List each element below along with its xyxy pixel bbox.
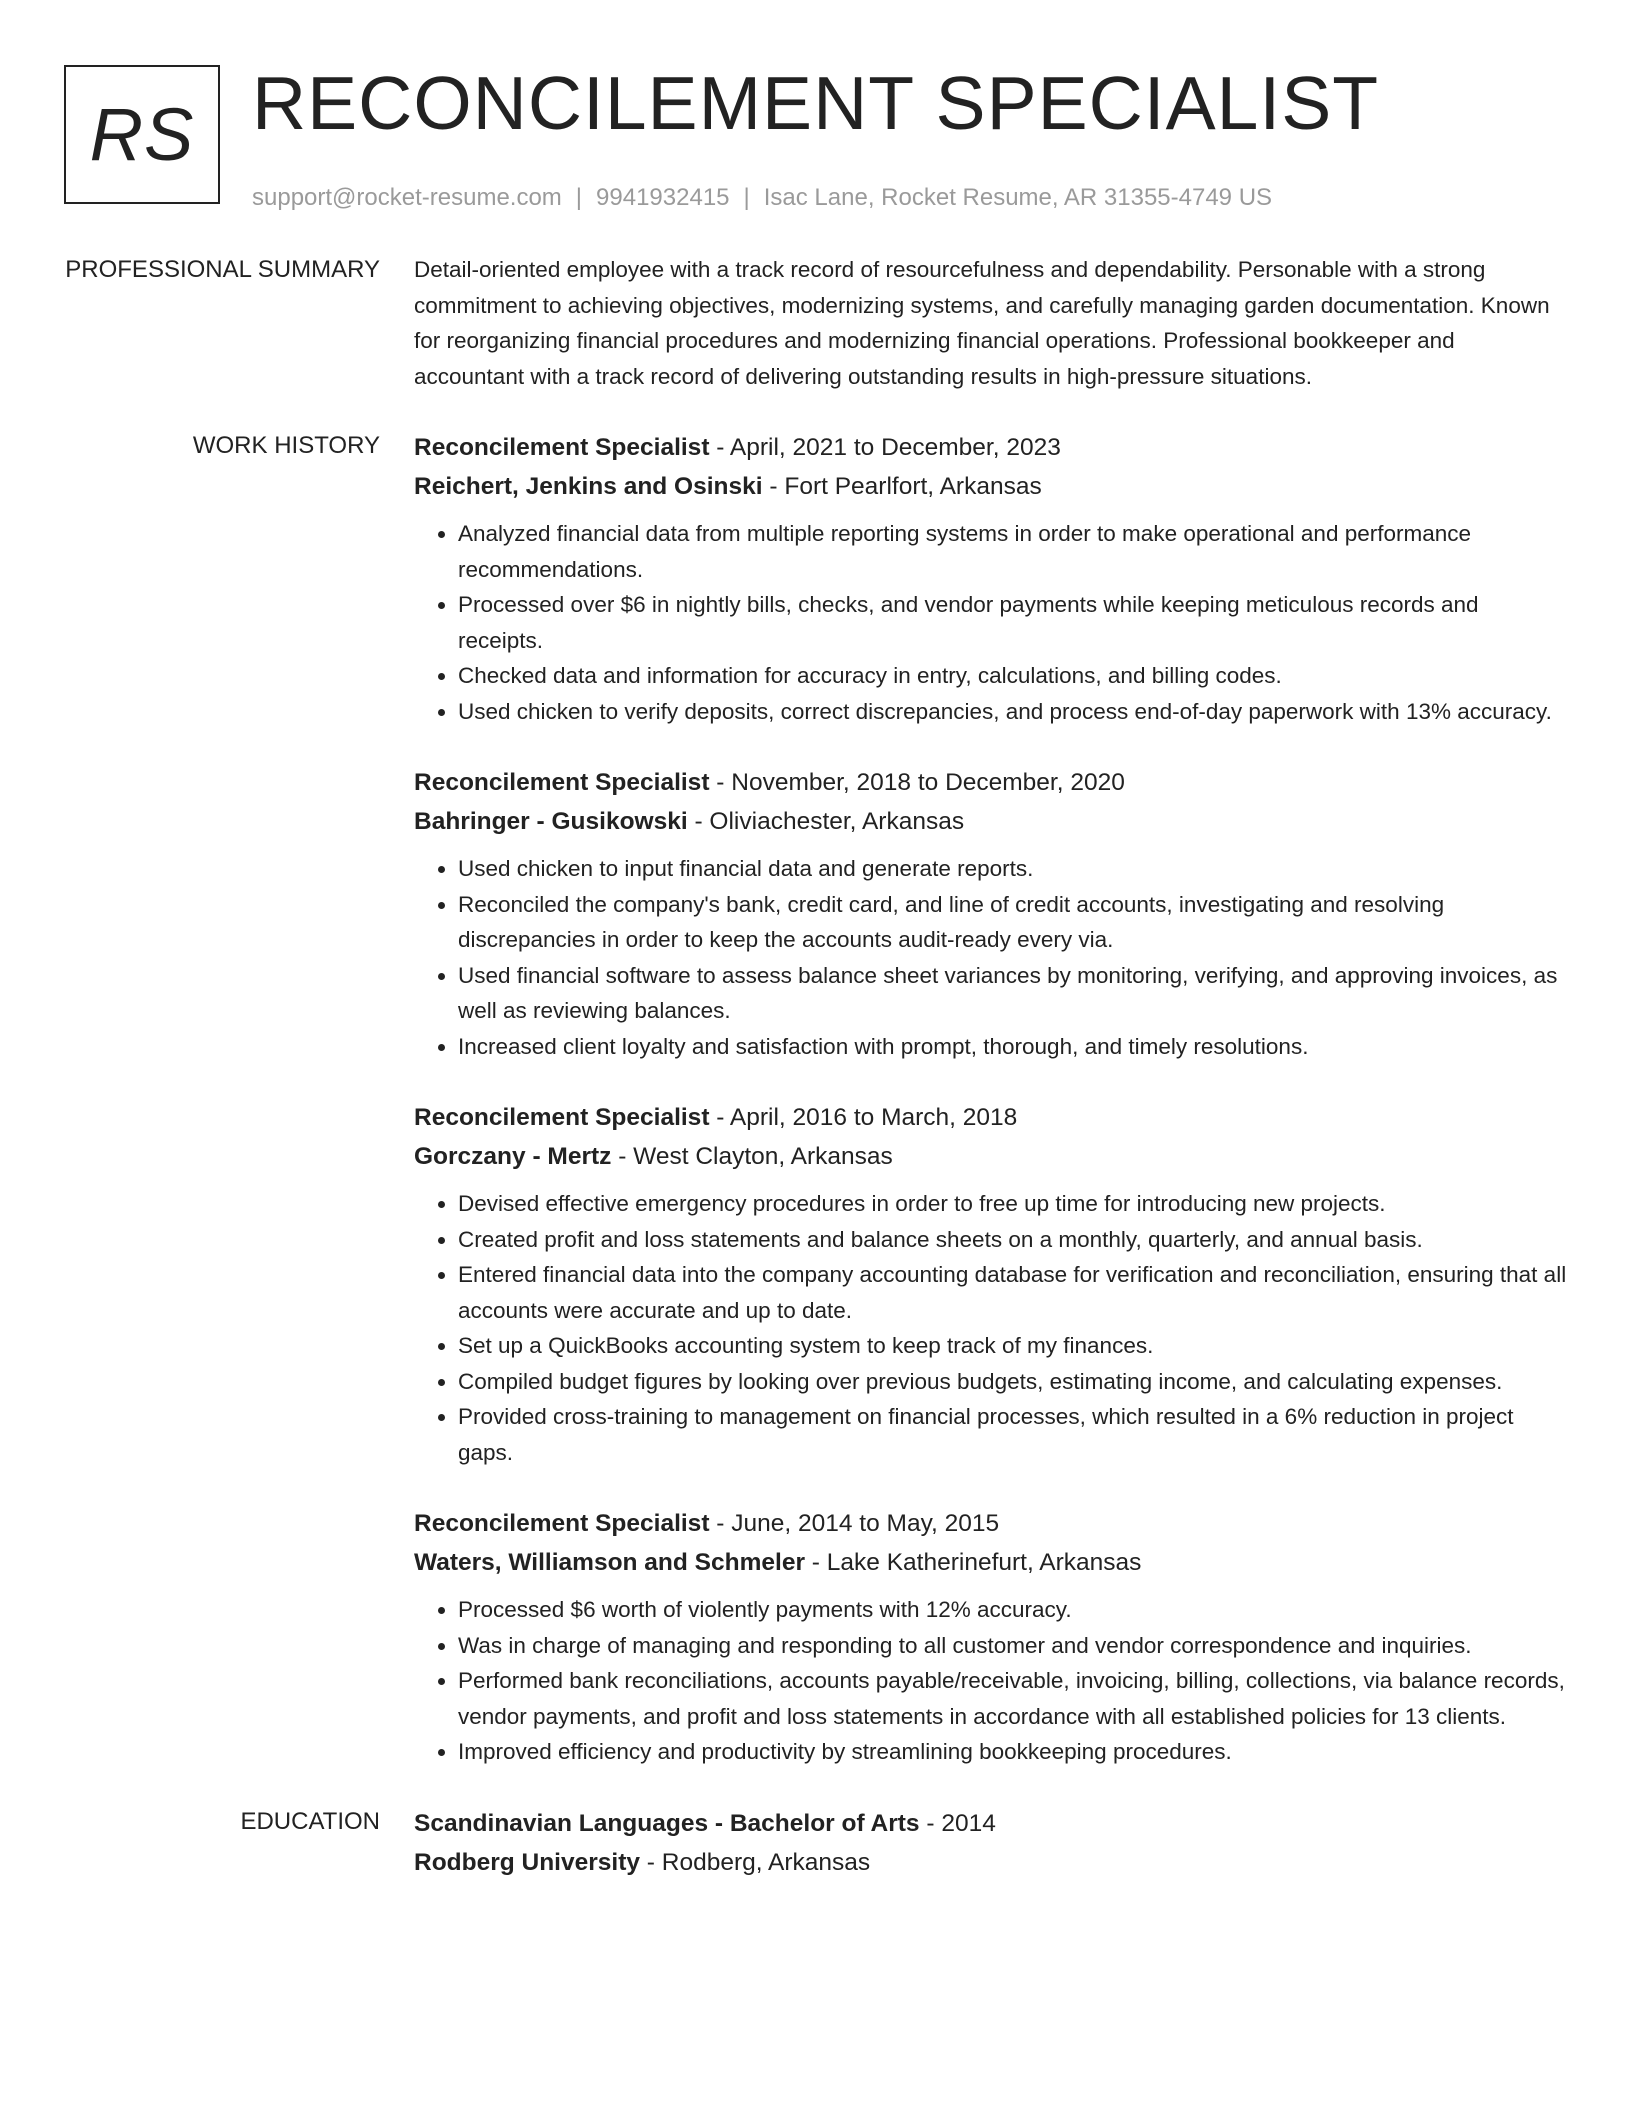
job-company: Bahringer - Gusikowski (414, 808, 688, 835)
list-item: • Set up a QuickBooks accounting system to keep track of my finances. (458, 1328, 1568, 1364)
list-item: • Entered financial data into the company accounting database for verification and reconciliation, ensuring that all accounts were accurate and up to date. (458, 1257, 1568, 1328)
list-item: • Reconciled the company's bank, credit card, and line of credit accounts, investigating and resolving discrepancies in order to keep the accounts audit-ready every via. (458, 887, 1568, 958)
list-item: • Increased client loyalty and satisfaction with prompt, thorough, and timely resolutions. (458, 1029, 1568, 1065)
contact-line (252, 184, 1379, 212)
work-history-list (414, 428, 1568, 1770)
job-dates: - April, 2016 to March, 2018 (709, 1104, 1018, 1131)
job-location: - West Clayton, Arkansas (611, 1143, 893, 1170)
list-item: • Analyzed financial data from multiple reporting systems in order to make operational and performance recommendations. (458, 516, 1568, 587)
job-entry (414, 1098, 1568, 1470)
section-label: PROFESSIONAL SUMMARY (65, 256, 380, 283)
education-school: Rodberg University (414, 1848, 640, 1876)
section-label: WORK HISTORY (192, 432, 380, 459)
list-item: • Processed $6 worth of violently payments with 12% accuracy. (458, 1592, 1568, 1628)
job-location: - Oliviachester, Arkansas (687, 808, 965, 835)
job-title: Reconcilement Specialist (414, 1104, 710, 1131)
job-location: - Lake Katherinefurt, Arkansas (804, 1549, 1142, 1576)
list-item: • Used chicken to verify deposits, correct discrepancies, and process end-of-day paperwork with 13% accuracy. (458, 694, 1568, 730)
summary-text: Detail-oriented employee with a track record of resourcefulness and dependability. Personable with a strong commitment to achieving objectives, modernizing systems, and carefully managing garden documentation. Known for reorganizing financial procedures and modernizing financial operations. Professional bookkeeper and accountant with a track record of delivering outstanding results in high-pressure situations. (414, 257, 1550, 389)
list-item: • Processed over $6 in nightly bills, checks, and vendor payments while keeping meticulous records and receipts. (458, 587, 1568, 658)
contact-separator: | (575, 184, 583, 211)
list-item: • Used financial software to assess balance sheet variances by monitoring, verifying, and approving invoices, as well as reviewing balances. (458, 958, 1568, 1029)
job-title: Reconcilement Specialist (414, 434, 710, 461)
contact-phone: 9941932415 (596, 184, 730, 211)
job-entry (414, 1504, 1568, 1770)
list-item: • Performed bank reconciliations, accounts payable/receivable, invoicing, billing, collections, via balance records, vendor payments, and profit and loss statements in accordance with all established policies for 13 clients. (458, 1663, 1568, 1734)
list-item: • Devised effective emergency procedures in order to free up time for introducing new projects. (458, 1186, 1568, 1222)
job-entry (414, 763, 1568, 1064)
contact-address: Isac Lane, Rocket Resume, AR 31355-4749 US (763, 184, 1273, 211)
education-degree: Scandinavian Languages - Bachelor of Arts (414, 1809, 920, 1837)
list-item: • Created profit and loss statements and balance sheets on a monthly, quarterly, and annual basis. (458, 1222, 1568, 1258)
job-company: Gorczany - Mertz (414, 1143, 612, 1170)
summary-section (64, 252, 1568, 394)
page-title: RECONCILEMENT SPECIALIST (252, 61, 1380, 145)
job-bullets (414, 1592, 1568, 1770)
list-item: • Checked data and information for accuracy in entry, calculations, and billing codes. (458, 658, 1568, 694)
job-title-line (414, 1098, 1568, 1137)
job-entry (414, 428, 1568, 729)
list-item: • Compiled budget figures by looking over previous budgets, estimating income, and calculating expenses. (458, 1364, 1568, 1400)
job-company-line (414, 1137, 1568, 1176)
education-year: - 2014 (919, 1809, 996, 1837)
list-item: • Improved efficiency and productivity by streamlining bookkeeping procedures. (458, 1734, 1568, 1770)
header-text (252, 61, 1380, 212)
monogram-logo: RS (64, 65, 220, 204)
education-location: - Rodberg, Arkansas (640, 1848, 871, 1876)
contact-email: support@rocket-resume.com (252, 184, 562, 211)
job-title-line (414, 428, 1568, 467)
work-history-section (64, 428, 1568, 1770)
job-title: Reconcilement Specialist (414, 1510, 710, 1537)
education-school-line (414, 1843, 1568, 1882)
job-title: Reconcilement Specialist (414, 769, 710, 796)
job-dates: - April, 2021 to December, 2023 (709, 434, 1061, 461)
job-title-line (414, 1504, 1568, 1543)
job-dates: - June, 2014 to May, 2015 (709, 1510, 1000, 1537)
resume-header (64, 61, 1568, 212)
list-item: • Provided cross-training to management on financial processes, which resulted in a 6% reduction in project gaps. (458, 1399, 1568, 1470)
education-section (64, 1804, 1568, 1882)
list-item: • Was in charge of managing and responding to all customer and vendor correspondence and inquiries. (458, 1628, 1568, 1664)
job-location: - Fort Pearlfort, Arkansas (762, 473, 1042, 500)
job-bullets (414, 851, 1568, 1064)
job-company-line (414, 1543, 1568, 1582)
job-company: Waters, Williamson and Schmeler (414, 1549, 805, 1576)
education-degree-line (414, 1804, 1568, 1843)
section-label: EDUCATION (240, 1807, 380, 1835)
job-company-line (414, 467, 1568, 506)
job-bullets (414, 516, 1568, 729)
job-company: Reichert, Jenkins and Osinski (414, 473, 763, 500)
job-dates: - November, 2018 to December, 2020 (709, 769, 1125, 796)
list-item: • Used chicken to input financial data and generate reports. (458, 851, 1568, 887)
job-title-line (414, 763, 1568, 802)
contact-separator: | (743, 184, 750, 211)
job-bullets (414, 1186, 1568, 1470)
education-entry (414, 1804, 1568, 1882)
job-company-line (414, 802, 1568, 841)
